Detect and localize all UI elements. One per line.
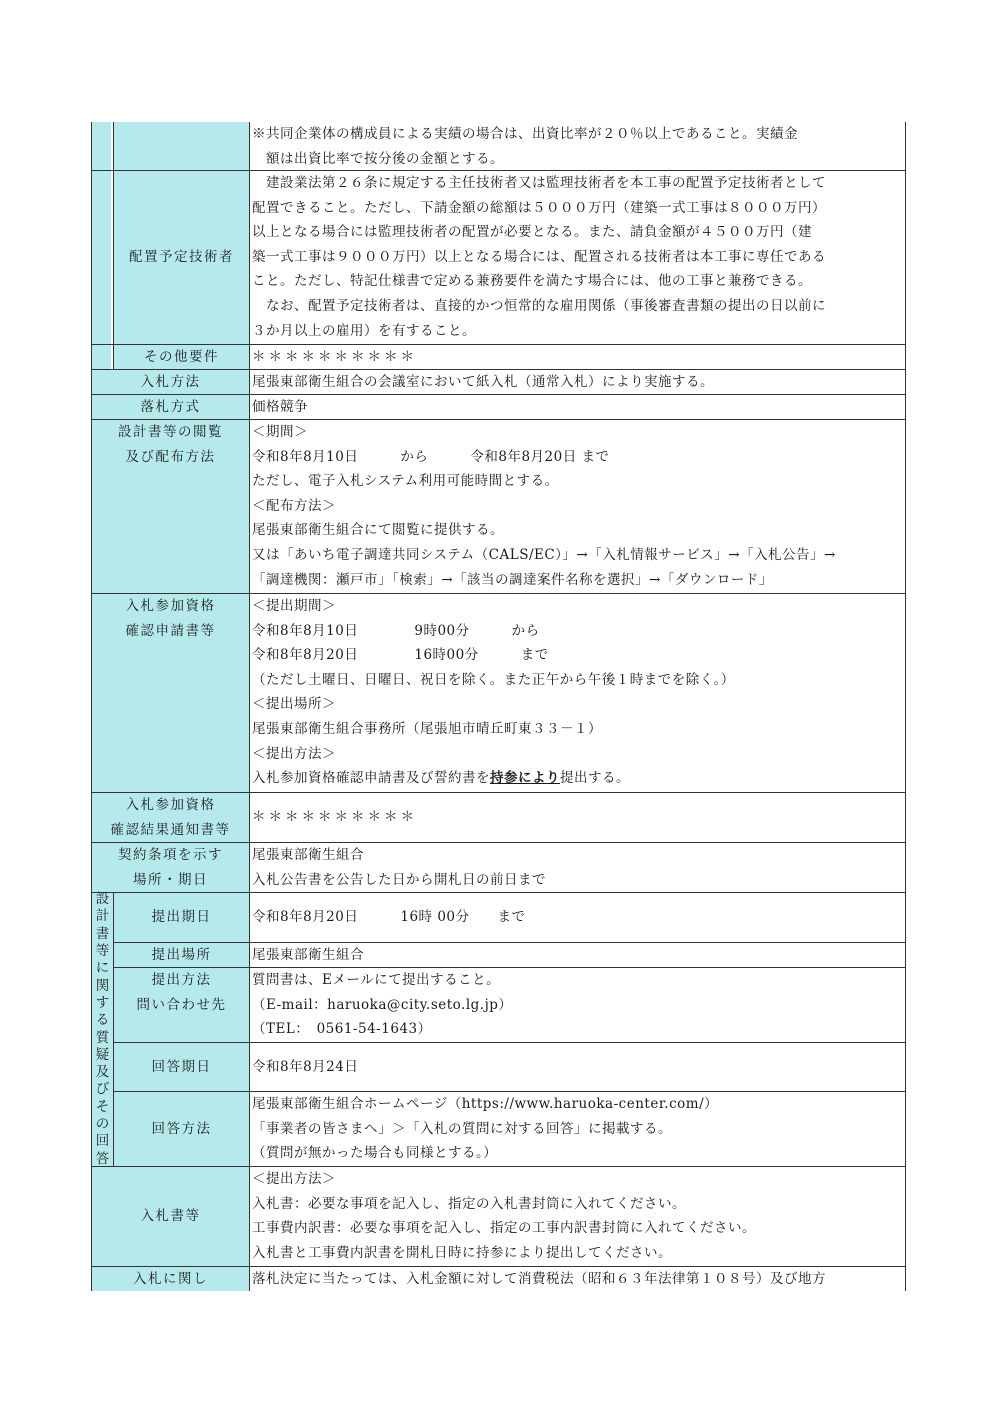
engineer-line: 配置できること。ただし、下請金額の総額は５０００万円（建築一式工事は８０００万円） [252,199,826,216]
jv-note-line: ※共同企業体の構成員による実績の場合は、出資比率が２０％以上であること。実績金 [252,126,798,142]
bid-method-label: 入札方法 [91,370,250,394]
question-deadline-row [91,893,906,943]
answer-method-line: 「事業者の皆さまへ」＞「入札の質問に対する回答」に掲載する。 [252,1120,672,1137]
vchar: 関 [95,977,110,994]
jv-note-row [91,122,906,171]
question-method-row [91,968,906,1043]
result-notice-label-line: 入札参加資格 [125,797,216,813]
design-docs-label [91,420,250,593]
bid-docs-content [249,1167,906,1266]
application-line: 令和8年8月10日 9時00分 から [252,622,540,639]
engineer-line: 築一式工事は９０００万円）以上となる場合には、配置される技術者は本工事に専任である [252,248,826,265]
engineer-line: こと。ただし、特記仕様書で定める兼務要件を満たす場合には、他の工事と兼務できる。 [252,273,812,290]
contract-terms-label-line: 場所・期日 [133,871,208,888]
bid-docs-label: 入札書等 [91,1167,250,1266]
answer-method-label: 回答方法 [113,1092,250,1166]
application-method-emphasis: 持参により [490,770,560,787]
design-docs-row [91,420,906,594]
application-method-post: 提出する。 [560,770,630,787]
design-docs-line: ただし、電子入札システム利用可能時間とする。 [252,473,559,490]
vchar: そ [95,1098,110,1115]
contract-terms-row [91,843,906,893]
contract-terms-label-line: 契約条項を示す [118,847,223,863]
answer-date-label: 回答期日 [113,1043,250,1091]
bid-method-row [91,370,906,395]
engineer-line: 以上となる場合には監理技術者の配置が必要となる。また、請負金額が４５００万円（建 [252,224,812,241]
question-method-line: 質問書は、Eメールにて提出すること。 [252,972,501,988]
question-deadline-value: 令和8年8月20日 16時 00分 まで [249,893,906,942]
application-row [91,594,906,793]
design-docs-line: 又は「あいち電子調達共同システム（CALS/EC）」→「入札情報サービス」→「入札公告」→ [252,546,836,563]
other-requirements-row [91,345,906,370]
result-notice-label [91,793,250,842]
engineer-line: ３か月以上の雇用）を有すること。 [252,322,476,339]
vchar: 計 [95,908,110,925]
bid-method-value: 尾張東部衛生組合の会議室において紙入札（通常入札）により実施する。 [249,370,906,394]
question-place-row [91,943,906,968]
answer-date-row [91,1043,906,1092]
question-method-line: （TEL： 0561-54-1643） [252,1021,432,1037]
contract-terms-label [91,843,250,892]
question-method-label-line: 提出方法 [151,972,212,988]
design-docs-line: 尾張東部衛生組合にて閲覧に提供する。 [252,522,504,539]
bid-notes-label: 入札に関し [91,1267,250,1291]
award-method-row [91,395,906,420]
result-notice-label-line: 確認結果通知書等 [110,821,231,838]
application-label-line: 入札参加資格 [125,598,216,614]
application-line: 令和8年8月20日 16時00分 まで [252,647,549,664]
engineer-row [91,171,906,345]
application-line: ＜提出場所＞ [252,696,336,713]
vchar: 及 [95,1064,110,1081]
contract-terms-content [249,843,906,892]
application-method-line [252,766,899,791]
jv-note-content [249,122,906,170]
vchar: 質 [95,1029,110,1046]
design-docs-label-line: 及び配布方法 [125,448,216,465]
vchar: の [95,1115,110,1132]
engineer-content [249,171,906,344]
answer-method-row [91,1092,906,1167]
question-method-line: （E-mail：haruoka@city.seto.lg.jp） [252,996,513,1013]
design-docs-line: ＜配布方法＞ [252,497,336,514]
bid-docs-row [91,1167,906,1267]
vchar: 疑 [95,1046,110,1063]
question-deadline-label: 提出期日 [113,893,250,942]
application-method-pre: 入札参加資格確認申請書及び誓約書を [252,770,490,787]
vchar: 書 [95,925,110,942]
bid-notes-value: 落札決定に当たっては、入札金額に対して消費税法（昭和６３年法律第１０８号）及び地方 [249,1267,906,1291]
application-label-line: 確認申請書等 [125,622,216,639]
question-place-label: 提出場所 [113,943,250,967]
vchar: 答 [95,1150,110,1167]
vchar: に [95,960,110,977]
application-content [249,594,906,792]
question-place-value: 尾張東部衛生組合 [249,943,906,967]
contract-terms-line: 入札公告書を公告した日から開札日の前日まで [252,871,546,888]
design-docs-label-line: 設計書等の閲覧 [118,424,223,440]
bid-notes-row [91,1267,906,1291]
application-line: 尾張東部衛生組合事務所（尾張旭市晴丘町東３３－１） [252,720,602,737]
question-method-content [249,968,906,1042]
application-label [91,594,250,792]
answer-method-line: （質問が無かった場合も同様とする。） [252,1145,498,1161]
design-docs-line: 令和8年8月10日 から 令和8年8月20日 まで [252,448,610,465]
question-method-label [113,968,250,1042]
jv-note-label [113,122,250,170]
design-docs-line: 「調達機関：瀬戸市」「検索」→「該当の調達案件名称を選択」→「ダウンロード」 [252,571,773,588]
bid-docs-line: 入札書と工事費内訳書を開札日時に持参により提出してください。 [252,1244,672,1261]
bid-docs-line: ＜提出方法＞ [252,1171,336,1187]
vchar: 回 [95,1133,110,1150]
questions-group [91,893,906,1167]
other-requirements-value: ＊＊＊＊＊＊＊＊＊＊ [249,345,906,369]
answer-method-line: 尾張東部衛生組合ホームページ（https://www.haruoka-center.com/） [252,1096,719,1112]
bid-docs-line: 入札書：必要な事項を記入し、指定の入札書封筒に入れてください。 [252,1195,686,1212]
jv-note-line: 額は出資比率で按分後の金額とする。 [252,150,504,167]
answer-date-value: 令和8年8月24日 [249,1043,906,1091]
award-method-label: 落札方式 [91,395,250,419]
bid-docs-line: 工事費内訳書：必要な事項を記入し、指定の工事内訳書封筒に入れてください。 [252,1220,756,1237]
design-docs-content [249,420,906,593]
application-line: ＜提出期間＞ [252,598,336,614]
vchar: 設 [95,891,110,908]
answer-method-content [249,1092,906,1166]
questions-vertical-label [91,893,114,1167]
other-requirements-label: その他要件 [113,345,250,369]
design-docs-line: ＜期間＞ [252,424,308,440]
engineer-line: 建設業法第２６条に規定する主任技術者又は監理技術者を本工事の配置予定技術者として [252,175,826,191]
result-notice-value: ＊＊＊＊＊＊＊＊＊＊ [249,793,906,842]
engineer-line: なお、配置予定技術者は、直接的かつ恒常的な雇用関係（事後審査書類の提出の日以前に [252,297,826,314]
vchar: 等 [95,943,110,960]
application-line: （ただし土曜日、日曜日、祝日を除く。また正午から午後１時までを除く。） [252,671,735,688]
vchar: る [95,1012,110,1029]
application-line: ＜提出方法＞ [252,745,336,762]
bid-announcement-table [91,122,906,1291]
question-method-label-line: 問い合わせ先 [136,996,227,1013]
award-method-value: 価格競争 [249,395,906,419]
result-notice-row [91,793,906,843]
vchar: び [95,1081,110,1098]
contract-terms-line: 尾張東部衛生組合 [252,847,364,863]
engineer-label: 配置予定技術者 [113,171,250,344]
vchar: す [95,994,110,1011]
